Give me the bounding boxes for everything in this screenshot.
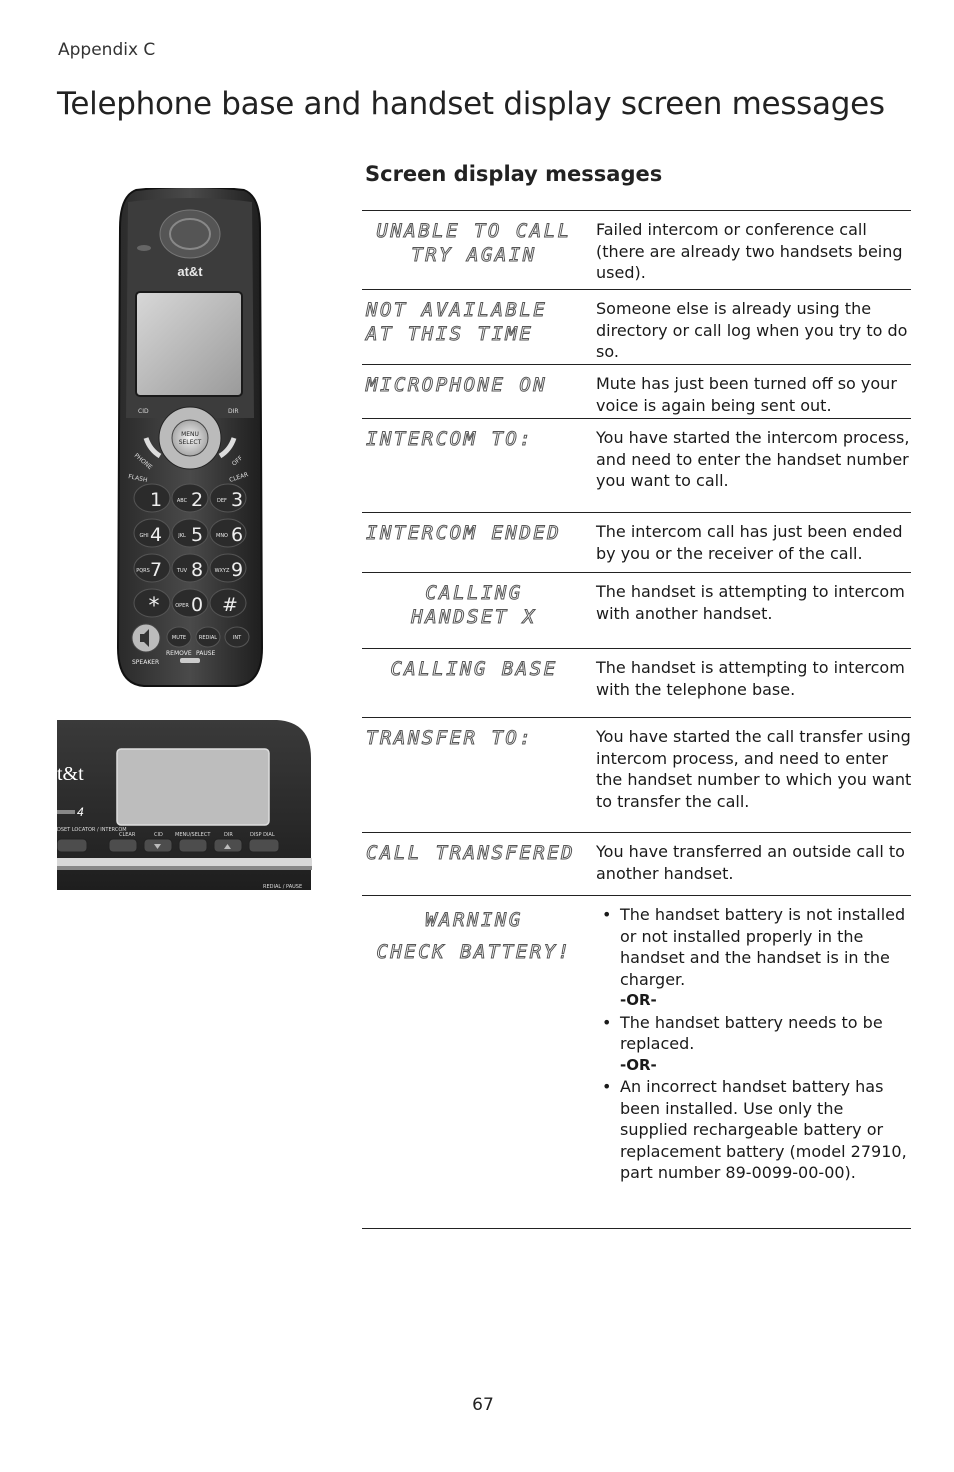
svg-text:MUTE: MUTE — [171, 635, 187, 641]
screen-message: WARNING CHECK BATTERY! — [376, 909, 572, 963]
key-8 — [172, 554, 208, 582]
svg-text:2: 2 — [190, 489, 204, 511]
screen-message: CALLING BASE — [390, 658, 558, 680]
screen-message: INTERCOM TO: — [366, 428, 534, 450]
message-description: You have started the intercom process, and need to enter the handset number you want to call. — [596, 428, 910, 490]
svg-text:1: 1 — [149, 489, 163, 511]
message-description: You have transferred an outside call to another handset. — [596, 842, 905, 883]
page-number: 67 — [472, 1395, 494, 1415]
key-2 — [172, 484, 208, 512]
svg-text:0: 0 — [190, 594, 204, 616]
message-description: You have started the call transfer using intercom process, and need to enter the handset number to which you want to transfer the call. — [596, 727, 912, 811]
or-separator: -OR- — [620, 991, 657, 1009]
page-title: Telephone base and handset display screen messages — [57, 86, 885, 122]
svg-text:PQRS: PQRS — [136, 568, 150, 574]
svg-text:TUV: TUV — [176, 568, 188, 574]
key-1 — [134, 484, 170, 512]
message-description: Mute has just been turned off so your voice is again being sent out. — [596, 374, 897, 415]
bullet-item: • An incorrect handset battery has been installed. Use only the supplied rechargeable battery or replacement battery (model 27910, part number 89-0099-00-00). — [596, 1076, 912, 1184]
svg-text:6: 6 — [230, 524, 244, 546]
message-row — [362, 572, 911, 648]
message-description — [596, 904, 912, 1184]
message-row — [362, 210, 911, 289]
message-row — [362, 418, 911, 512]
svg-text:5: 5 — [190, 524, 204, 546]
message-row — [362, 512, 911, 572]
speaker-button — [132, 624, 160, 652]
svg-text:FLASH: FLASH — [127, 473, 148, 484]
svg-text:4: 4 — [149, 524, 163, 546]
svg-text:DIR: DIR — [224, 832, 233, 838]
svg-text:PAUSE: PAUSE — [196, 650, 216, 657]
svg-text:*: * — [148, 594, 160, 619]
svg-text:8: 8 — [190, 559, 204, 581]
svg-text:DEF: DEF — [217, 498, 227, 504]
svg-text:REDIAL: REDIAL — [198, 635, 218, 641]
screen-message: TRANSFER TO: — [366, 727, 534, 749]
appendix-label: Appendix C — [58, 40, 156, 60]
redial-button — [196, 627, 220, 647]
message-row — [362, 648, 911, 717]
svg-text:#: # — [222, 594, 238, 616]
message-row — [362, 364, 911, 418]
message-description: The intercom call has just been ended by you or the receiver of the call. — [596, 522, 903, 563]
svg-text:SELECT: SELECT — [178, 439, 202, 446]
svg-text:MNO: MNO — [216, 533, 228, 539]
screen-message: INTERCOM ENDED — [366, 522, 562, 544]
svg-text:MENU/SELECT: MENU/SELECT — [175, 832, 211, 838]
key-0 — [172, 589, 208, 617]
message-row — [362, 717, 911, 832]
svg-text:INT: INT — [232, 635, 242, 641]
svg-text:REDIAL / PAUSE: REDIAL / PAUSE — [263, 884, 303, 890]
svg-text:9: 9 — [230, 559, 244, 581]
or-separator: -OR- — [620, 1055, 657, 1074]
base-button — [57, 839, 87, 852]
clear-button — [109, 839, 137, 852]
svg-text:SPEAKER: SPEAKER — [132, 659, 160, 666]
svg-text:CID: CID — [138, 408, 149, 415]
message-description: Someone else is already using the directory or call log when you try to do so. — [596, 299, 908, 361]
svg-text:4: 4 — [77, 805, 84, 819]
screen-message: MICROPHONE ON — [366, 374, 548, 396]
key-6 — [210, 519, 246, 547]
svg-text:DISP DIAL: DISP DIAL — [250, 832, 275, 838]
message-description: The handset is attempting to intercom with the telephone base. — [596, 658, 905, 699]
svg-text:CLEAR: CLEAR — [228, 471, 250, 484]
section-heading: Screen display messages — [365, 162, 663, 186]
svg-text:7: 7 — [149, 559, 163, 581]
svg-text:WXYZ: WXYZ — [214, 568, 230, 574]
svg-text:OFF: OFF — [230, 454, 245, 468]
base-image — [57, 718, 312, 890]
key-5 — [172, 519, 208, 547]
base-brand: t&t — [57, 763, 84, 785]
svg-text:DSET LOCATOR / INTERCOM: DSET LOCATOR / INTERCOM — [57, 827, 127, 833]
menu-select-button — [172, 420, 208, 456]
key-7 — [134, 554, 170, 582]
messages-table — [362, 210, 911, 1229]
handset-brand: at&t — [177, 264, 203, 279]
svg-text:JKL: JKL — [178, 533, 186, 539]
base-screen — [117, 749, 269, 825]
screen-message: UNABLE TO CALL TRY AGAIN — [376, 220, 572, 266]
disp-dial-button — [249, 839, 279, 852]
screen-message: NOT AVAILABLE AT THIS TIME — [366, 299, 548, 345]
message-description: Failed intercom or conference call (there are already two handsets being used). — [596, 220, 903, 282]
handset-image — [116, 188, 264, 688]
handset-screen — [136, 292, 242, 396]
mute-button — [167, 627, 191, 647]
message-row — [362, 832, 911, 895]
key-3 — [210, 484, 246, 512]
svg-text:CID: CID — [154, 832, 163, 838]
svg-text:ABC: ABC — [176, 498, 188, 504]
key-9 — [210, 554, 246, 582]
svg-text:DIR: DIR — [228, 408, 239, 415]
screen-message: CALL TRANSFERED — [366, 842, 576, 864]
svg-text:GHI: GHI — [139, 533, 149, 539]
bullet-item: • The handset battery is not installed or not installed properly in the handset and the handset is in the charger. -OR- — [596, 904, 912, 1012]
svg-text:OPER: OPER — [175, 603, 189, 609]
bullet-item: • The handset battery needs to be replaced. -OR- — [596, 1012, 912, 1077]
message-row — [362, 289, 911, 364]
svg-text:REMOVE: REMOVE — [166, 650, 192, 657]
svg-text:PHONE: PHONE — [132, 452, 154, 472]
screen-message: CALLING HANDSET X — [411, 582, 537, 628]
svg-text:CLEAR: CLEAR — [119, 832, 136, 838]
key-4 — [134, 519, 170, 547]
message-row — [362, 895, 911, 1229]
menu-select-button-base — [179, 839, 207, 852]
key-hash — [210, 589, 246, 617]
svg-text:MENU: MENU — [181, 431, 199, 438]
int-button — [225, 627, 249, 647]
message-description: The handset is attempting to intercom with another handset. — [596, 582, 905, 623]
svg-text:3: 3 — [230, 489, 244, 511]
